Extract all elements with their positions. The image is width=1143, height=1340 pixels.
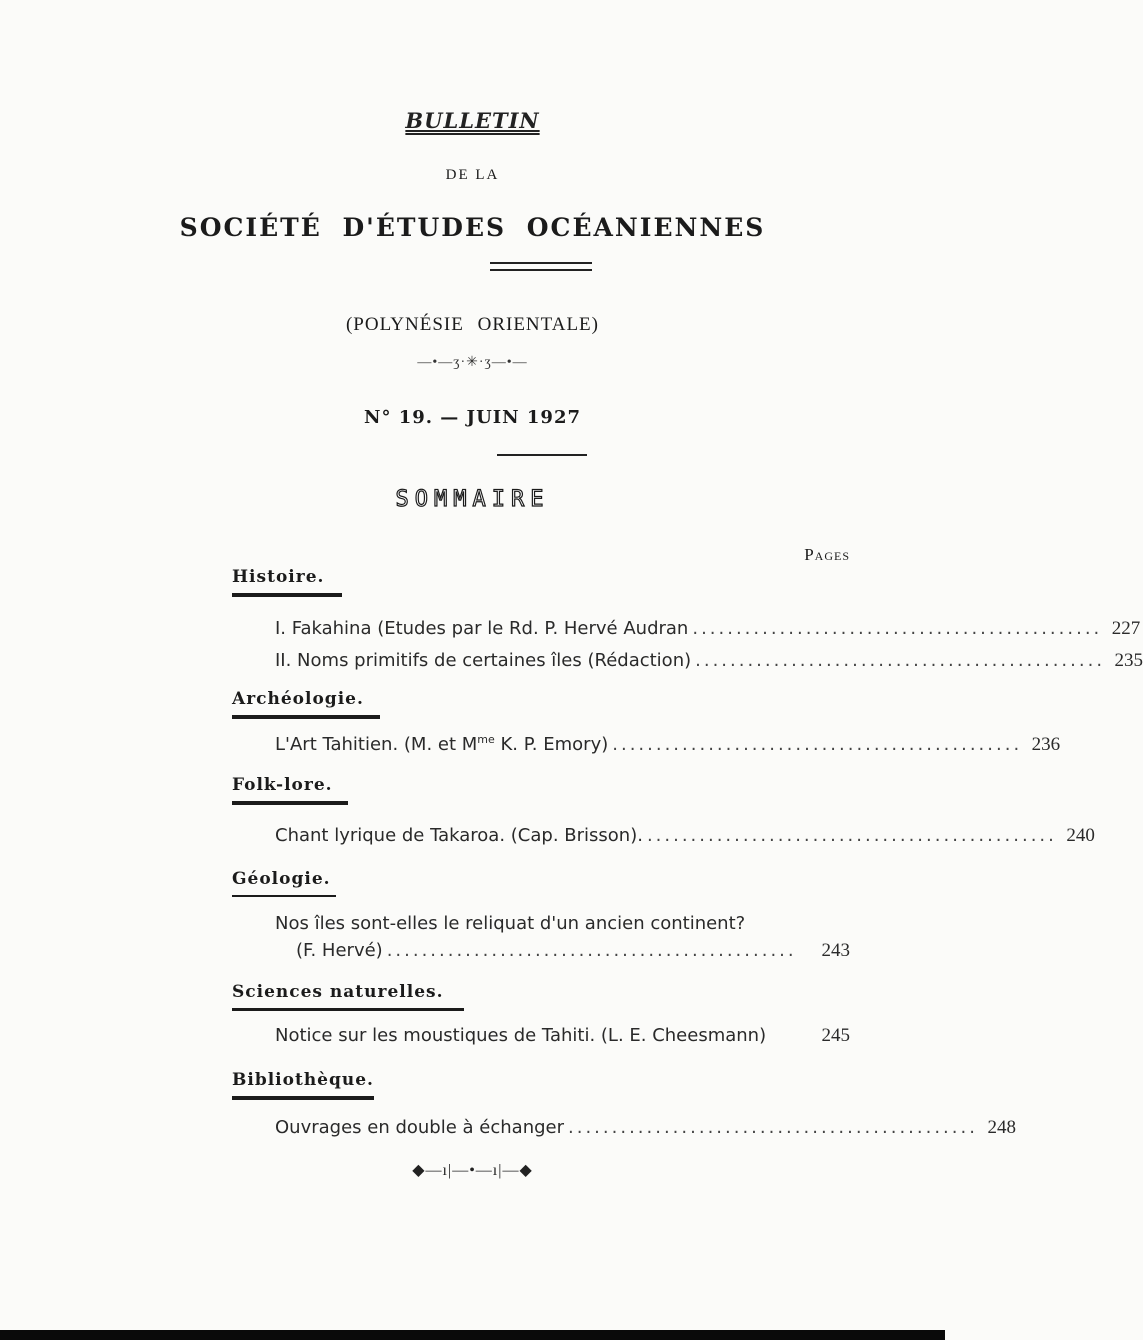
leader-dots: ............................................... xyxy=(568,1117,978,1138)
toc-entry xyxy=(296,940,850,962)
toc-entry xyxy=(275,1117,1016,1139)
entry-title: II. Noms primitifs de certaines îles (Rédaction) xyxy=(275,650,692,671)
entry-title: Nos îles sont-elles le reliquat d'un ancien continent? xyxy=(275,913,746,934)
entry-page: 236 xyxy=(1031,734,1061,755)
scan-bottom-edge xyxy=(0,1330,945,1340)
double-rule xyxy=(490,262,592,271)
toc-entry-line xyxy=(275,913,850,934)
leader-dots: ............................................... xyxy=(646,825,1057,846)
section-heading-geologie: Géologie. xyxy=(232,869,336,897)
section-heading-sciences-naturelles: Sciences naturelles. xyxy=(232,982,464,1011)
entry-title: I. Fakahina (Etudes par le Rd. P. Hervé Audran xyxy=(275,618,689,639)
entry-title-part: L'Art Tahitien. (M. et M xyxy=(275,734,478,755)
entry-title xyxy=(275,734,608,755)
toc-entry xyxy=(275,825,1095,847)
society-name: SOCIÉTÉ D'ÉTUDES OCÉANIENNES xyxy=(179,213,766,242)
entry-page: 248 xyxy=(987,1117,1016,1138)
leader-dots: ............................................... xyxy=(692,618,1103,639)
header-ornament: —•—ʒ·✳·ʒ—•— xyxy=(417,355,528,370)
toc-entry xyxy=(275,618,1141,640)
section-heading-histoire: Histoire. xyxy=(232,567,342,597)
entry-page: 245 xyxy=(821,1025,850,1046)
entry-title-superscript: me xyxy=(477,733,495,746)
toc-entry xyxy=(275,650,1143,672)
entry-title: Notice sur les moustiques de Tahiti. (L. E. Cheesmann) xyxy=(275,1025,767,1046)
entry-page: 243 xyxy=(821,940,850,961)
sommaire-heading: SOMMAIRE xyxy=(395,487,550,512)
section-heading-bibliotheque: Bibliothèque. xyxy=(232,1070,374,1100)
toc-entry xyxy=(275,1025,850,1047)
leader-dots: ............................................... xyxy=(695,650,1106,671)
entry-title-part: K. P. Emory) xyxy=(494,734,609,755)
single-rule xyxy=(497,454,587,456)
section-heading-folklore: Folk-lore. xyxy=(232,775,348,805)
entry-page: 240 xyxy=(1066,825,1095,846)
entry-title: Chant lyrique de Takaroa. (Cap. Brisson). xyxy=(275,825,643,846)
leader-dots: ............................................... xyxy=(386,940,797,961)
region-subtitle: (POLYNÉSIE ORIENTALE) xyxy=(345,314,599,335)
entry-page: 235 xyxy=(1114,650,1143,671)
entry-page: 227 xyxy=(1111,618,1141,639)
entry-title: Ouvrages en double à échanger xyxy=(275,1117,565,1138)
section-heading-archeologie: Archéologie. xyxy=(232,689,380,719)
footer-ornament: ◆—ı|—•—ı|—◆ xyxy=(412,1162,533,1179)
entry-title: (F. Hervé) xyxy=(296,940,383,961)
pages-column-label: Pages xyxy=(804,545,850,564)
de-la-line: DE LA xyxy=(445,167,500,183)
leader-dots: ............................................... xyxy=(612,734,1023,755)
issue-line: N° 19. — JUIN 1927 xyxy=(363,407,582,428)
bulletin-title: BULLETIN xyxy=(405,108,540,133)
toc-entry xyxy=(275,733,1061,756)
